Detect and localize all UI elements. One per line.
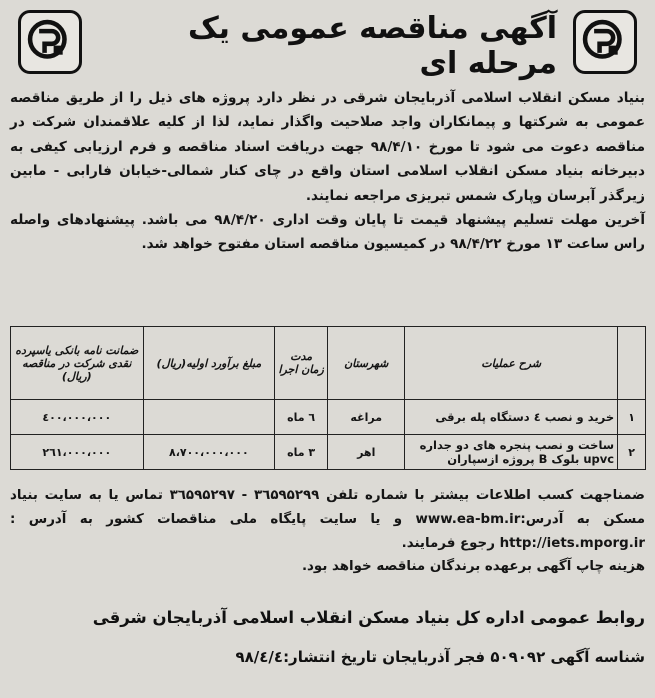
col-guarantee: ضمانت نامه بانکی یاسپرده نقدی شرکت در مناقصه (ریال) [11, 327, 144, 400]
housing-foundation-logo-icon [18, 10, 82, 74]
row-estimate: ۸،۷۰۰،۰۰۰،۰۰۰ [143, 435, 274, 470]
ad-id-line: شناسه آگهی ۵۰۹۰۹۲ فجر آذربایجان تاریخ انتشار:۹۸/٤/٤ [235, 648, 645, 666]
table-header-row [11, 327, 646, 400]
col-estimate: مبلغ برآورد اولیه(ریال) [143, 327, 274, 400]
ad-header [8, 6, 647, 84]
row-operation: خرید و نصب ٤ دستگاه پله برقی [405, 400, 618, 435]
tender-table [10, 326, 646, 470]
row-duration: ۳ ماه [275, 435, 328, 470]
row-operation: ساخت و نصب پنجره های دو جداره upvc بلوک B پروژه ازسپاران [405, 435, 618, 470]
row-num: ۲ [618, 435, 646, 470]
table-row [11, 400, 646, 435]
row-city: اهر [328, 435, 405, 470]
ad-title: آگهی مناقصه عمومی یک مرحله ای [187, 11, 557, 81]
body-paragraph: بنیاد مسکن انقلاب اسلامی آذربایجان شرقی در نظر دارد پروژه های ذیل را از طریق مناقصه عمومی به شرکتها و پیمانکاران واجد صلاحیت واگذار نماید، لذا از کلیه علاقمندان شرکت در مناقصه دعوت می شود تا مورخ ۹۸/۴/۱۰ جهت دریافت اسناد مناقصه و فرم ارزیابی کیفی به دبیرخانه بنیاد مسکن انقلاب اسلامی استان واقع در چای کنار شمالی-خیابان فارابی - مابین زیرگذر آبرسان وپارک شمس تبریزی مراجعه نمایند. [10, 90, 645, 204]
col-num [618, 327, 646, 400]
body-paragraph: آخرین مهلت تسلیم پیشنهاد قیمت تا پایان وقت اداری ۹۸/۴/۲۰ می باشد. پیشنهادهای واصله راس ساعت ۱۳ مورخ ۹۸/۴/۲۲ در کمیسیون مناقصه استان مفتوح خواهد شد. [10, 212, 645, 253]
contact-info: ضمناجهت کسب اطلاعات بیشتر با شماره تلفن ۳٦۵۹۵۲۹۹ - ۳٦۵۹۵۲۹۷ تماس یا به سایت بنیاد مسکن به آدرس:www.ea-bm.ir و یا سایت پایگاه ملی مناقصات کشور به آدرس : http://iets.mporg.ir رجوع فرمایند. [10, 488, 645, 551]
ad-body [10, 86, 645, 257]
ad-footer [10, 484, 645, 579]
row-num: ۱ [618, 400, 646, 435]
col-duration: مدت زمان اجرا [275, 327, 328, 400]
row-guarantee: ٤۰۰،۰۰۰،۰۰۰ [11, 400, 144, 435]
row-city: مراغه [328, 400, 405, 435]
row-guarantee: ۲٦۱،۰۰۰،۰۰۰ [11, 435, 144, 470]
cost-note: هزینه چاپ آگهی برعهده برندگان مناقصه خواهد بود. [301, 559, 645, 575]
signature-line: روابط عمومی اداره کل بنیاد مسکن انقلاب اسلامی آذربایجان شرقی [92, 608, 645, 627]
col-city: شهرستان [328, 327, 405, 400]
row-estimate [143, 400, 274, 435]
col-operation: شرح عملیات [405, 327, 618, 400]
row-duration: ٦ ماه [275, 400, 328, 435]
table-row [11, 435, 646, 470]
housing-foundation-logo-icon [573, 10, 637, 74]
